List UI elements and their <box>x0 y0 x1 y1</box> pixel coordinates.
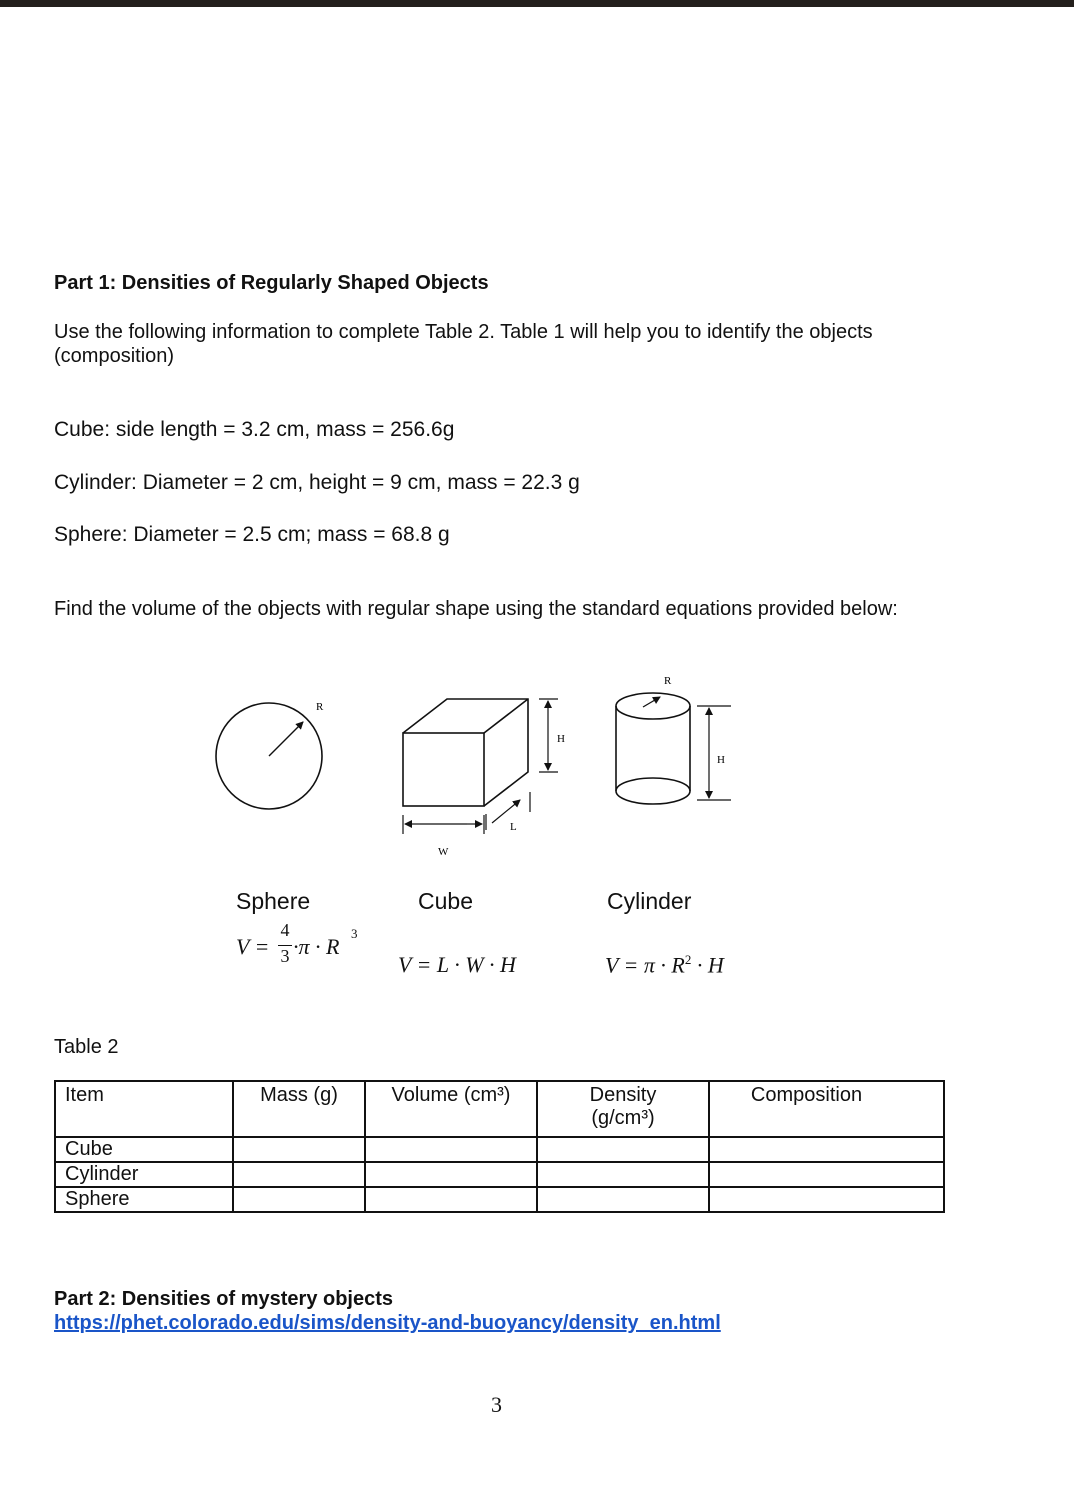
phet-density-link[interactable]: https://phet.colorado.edu/sims/density-and-buoyancy/density_en.html <box>54 1312 721 1334</box>
table-header-row <box>55 1081 944 1137</box>
part1-heading: Part 1: Densities of Regularly Shaped Objects <box>54 272 489 294</box>
row-item-cylinder: Cylinder <box>55 1162 233 1187</box>
sphere-formula-lhs: V = <box>236 934 270 959</box>
table-2 <box>54 1080 945 1213</box>
row-item-cube: Cube <box>55 1137 233 1162</box>
row-item-sphere: Sphere <box>55 1187 233 1212</box>
cube-formula: V = L · W · H <box>398 952 516 977</box>
cell-density[interactable] <box>537 1162 709 1187</box>
sphere-formula-denominator: 3 <box>280 946 290 966</box>
cell-density[interactable] <box>537 1187 709 1212</box>
cell-volume[interactable] <box>365 1162 537 1187</box>
cylinder-radius-label: R <box>664 675 672 687</box>
cell-composition[interactable] <box>709 1137 944 1162</box>
cylinder-title: Cylinder <box>607 888 692 914</box>
sphere-radius-label: R <box>316 701 324 713</box>
table-row <box>55 1187 944 1212</box>
cylinder-height-label: H <box>717 754 725 766</box>
cylinder-diagram <box>616 693 731 804</box>
cylinder-formula-exponent: 2 <box>684 952 692 967</box>
cube-height-label: H <box>557 733 565 745</box>
cell-mass[interactable] <box>233 1162 365 1187</box>
cube-length-label: L <box>510 821 517 833</box>
instruction-text: Find the volume of the objects with regular shape using the standard equations provided below: <box>54 598 898 620</box>
sphere-formula-numerator: 4 <box>280 920 290 940</box>
cell-composition[interactable] <box>709 1162 944 1187</box>
sphere-formula-exponent: 3 <box>351 926 358 941</box>
page-number: 3 <box>491 1392 502 1417</box>
cylinder-formula <box>605 952 724 978</box>
cell-volume[interactable] <box>365 1137 537 1162</box>
cell-mass[interactable] <box>233 1137 365 1162</box>
header-mass: Mass (g) <box>233 1081 365 1137</box>
cube-width-label: W <box>438 846 449 858</box>
sphere-diagram <box>216 701 324 809</box>
cell-mass[interactable] <box>233 1187 365 1212</box>
cube-title: Cube <box>418 888 473 914</box>
sphere-title: Sphere <box>236 888 311 914</box>
cell-volume[interactable] <box>365 1187 537 1212</box>
header-item: Item <box>55 1081 233 1137</box>
cube-info: Cube: side length = 3.2 cm, mass = 256.6g <box>54 418 455 441</box>
header-density-line1: Density <box>589 1084 657 1106</box>
header-density <box>537 1081 709 1137</box>
table-row <box>55 1162 944 1187</box>
sphere-formula-rest: ·π · R <box>293 934 340 959</box>
table-caption: Table 2 <box>54 1036 119 1058</box>
cell-density[interactable] <box>537 1137 709 1162</box>
sphere-info: Sphere: Diameter = 2.5 cm; mass = 68.8 g <box>54 523 450 546</box>
sphere-formula <box>236 920 376 980</box>
part2-heading: Part 2: Densities of mystery objects <box>54 1288 394 1310</box>
cylinder-formula-post: · H <box>691 952 724 978</box>
header-density-line2: (g/cm³) <box>591 1107 655 1129</box>
header-composition: Composition <box>709 1081 944 1137</box>
cube-diagram <box>403 699 558 834</box>
cell-composition[interactable] <box>709 1187 944 1212</box>
intro-line-1: Use the following information to complete Table 2. Table 1 will help you to identify the objects <box>54 321 873 343</box>
cylinder-formula-pre: V = π · R <box>605 952 685 978</box>
table-row <box>55 1137 944 1162</box>
cylinder-info: Cylinder: Diameter = 2 cm, height = 9 cm, mass = 22.3 g <box>54 471 580 494</box>
intro-line-2: (composition) <box>54 345 175 367</box>
header-volume: Volume (cm³) <box>365 1081 537 1137</box>
